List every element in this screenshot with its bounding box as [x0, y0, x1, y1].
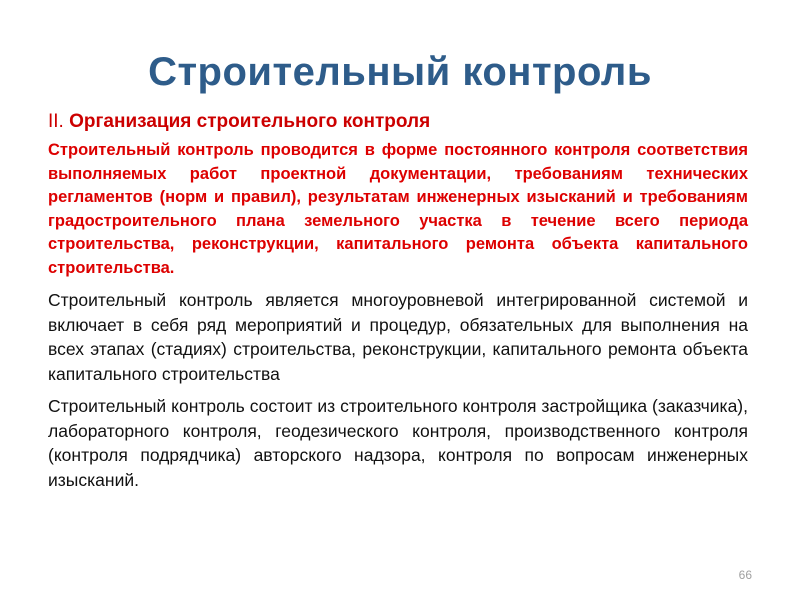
section-number: II.: [48, 111, 64, 132]
slide-title: Строительный контроль: [148, 50, 652, 94]
paragraph-definition: Строительный контроль проводится в форме постоянного контроля соответствия выполняемых работ проектной документации, требованиям технических регламентов (норм и правил), результатам инженерных изысканий и требованиям градостроительного плана земельного участка в течение всего периода строительства, реконструкции, капитального ремонта объекта капитального строительства.: [48, 141, 748, 277]
section-heading: [48, 110, 748, 134]
slide-content: [48, 110, 748, 500]
paragraph-system: Строительный контроль является многоуровневой интегрированной системой и включает в себя ряд мероприятий и процедур, обязательных для выполнения на всех этапах (стадиях) строительства, реконструкции, капитального ремонта объекта капитального строительства: [48, 290, 748, 384]
page-number: 66: [738, 568, 752, 582]
paragraph-composition: Строительный контроль состоит из строительного контроля застройщика (заказчика), лабораторного контроля, геодезического контроля, производственного контроля (контроля подрядчика) авторского надзора, контроля по вопросам инженерных изысканий.: [48, 396, 748, 490]
section-title: Организация строительного контроля: [69, 111, 431, 132]
